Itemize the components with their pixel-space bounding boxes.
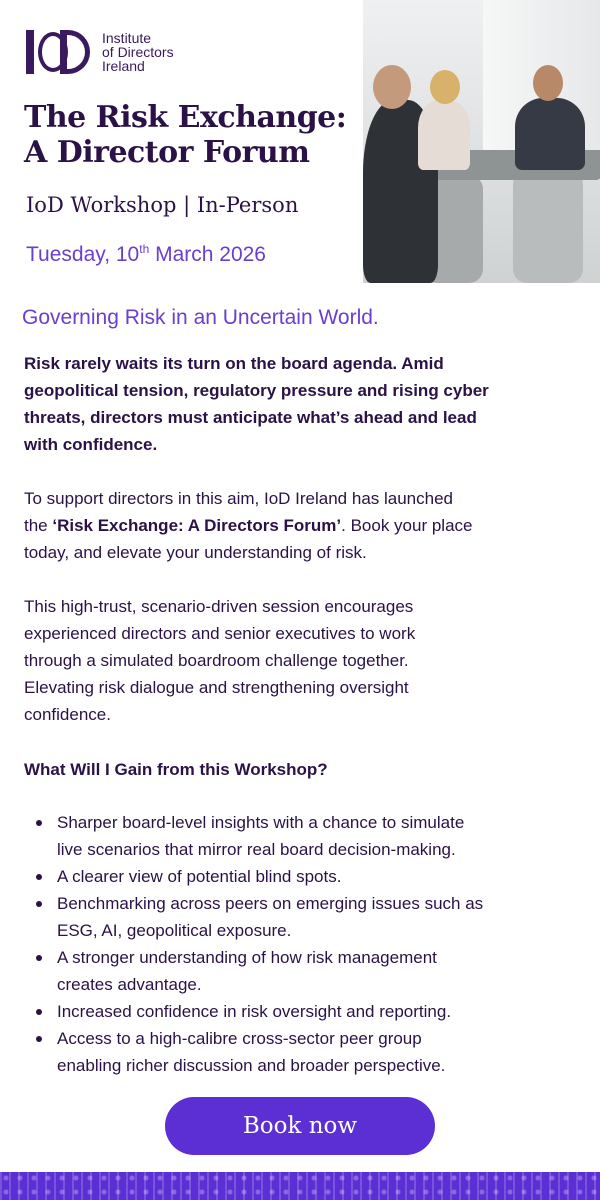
workshop-subtitle: IoD Workshop | In-Person <box>26 193 299 217</box>
list-item <box>24 1025 584 1079</box>
list-item <box>24 863 584 890</box>
logo-line: Ireland <box>102 58 145 74</box>
text-segment: . Book your place <box>341 516 473 535</box>
support-paragraph <box>24 485 564 566</box>
list-item-line: Sharper board-level insights with a chance to simulate <box>57 813 465 832</box>
list-item-line: ESG, AI, geopolitical exposure. <box>57 921 292 940</box>
page-title <box>24 100 354 170</box>
title-line: A Director Forum <box>24 135 310 170</box>
iod-logo <box>26 28 174 76</box>
date-prefix: Tuesday, 10 <box>26 243 140 266</box>
tagline: Governing Risk in an Uncertain World. <box>22 306 379 329</box>
list-item-line: Benchmarking across peers on emerging issues such as <box>57 894 484 913</box>
text-line: threats, directors must anticipate what’s ahead and lead <box>24 408 477 427</box>
list-item <box>24 890 584 944</box>
benefits-list <box>24 809 584 1079</box>
iod-logo-icon <box>26 28 92 76</box>
text-line: confidence. <box>24 705 111 724</box>
list-item <box>24 809 584 863</box>
list-item-line: enabling richer discussion and broader perspective. <box>57 1056 446 1075</box>
list-item-line: live scenarios that mirror real board decision-making. <box>57 840 456 859</box>
list-item-line: creates advantage. <box>57 975 202 994</box>
list-item <box>24 998 584 1025</box>
book-now-button[interactable]: Book now <box>165 1097 435 1155</box>
session-paragraph <box>24 593 564 728</box>
text-line: with confidence. <box>24 435 158 454</box>
event-date <box>26 243 266 267</box>
text-line: Risk rarely waits its turn on the board agenda. Amid <box>24 354 444 373</box>
footer-pattern-band <box>0 1172 600 1200</box>
text-line: today, and elevate your understanding of risk. <box>24 543 367 562</box>
text-line <box>24 512 564 539</box>
list-item-line: A stronger understanding of how risk management <box>57 948 437 967</box>
text-line: This high-trust, scenario-driven session encourages <box>24 597 414 616</box>
logo-line: of Directors <box>102 44 174 60</box>
text-line: geopolitical tension, regulatory pressure and rising cyber <box>24 381 489 400</box>
gain-heading: What Will I Gain from this Workshop? <box>24 760 328 779</box>
text-line: experienced directors and senior executives to work <box>24 624 416 643</box>
title-line: The Risk Exchange: <box>24 100 347 135</box>
logo-line: Institute <box>102 30 152 46</box>
boardroom-photo <box>363 0 600 283</box>
text-line: Elevating risk dialogue and strengthening oversight <box>24 678 409 697</box>
date-suffix: th <box>139 242 150 256</box>
forum-name: ‘Risk Exchange: A Directors Forum’ <box>52 516 342 535</box>
list-item-line: Increased confidence in risk oversight and reporting. <box>57 1002 452 1021</box>
date-rest: March 2026 <box>149 243 266 266</box>
list-item-line: Access to a high-calibre cross-sector peer group <box>57 1029 422 1048</box>
logo-text <box>102 31 174 73</box>
list-item <box>24 944 584 998</box>
intro-paragraph <box>24 350 564 458</box>
text-segment: the <box>24 516 53 535</box>
text-line: To support directors in this aim, IoD Ireland has launched <box>24 489 454 508</box>
text-line: through a simulated boardroom challenge together. <box>24 651 409 670</box>
list-item-line: A clearer view of potential blind spots. <box>57 867 342 886</box>
